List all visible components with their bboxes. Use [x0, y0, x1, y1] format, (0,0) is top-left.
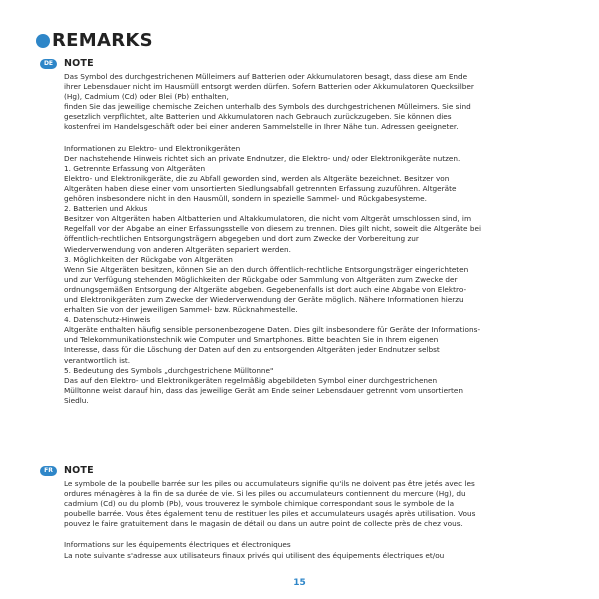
text-line: und Elektronikgeräten zum Zwecke der Wiederverwendung der Geräte möglich. Nähere Informationen hierzu — [64, 294, 464, 304]
note-body — [64, 72, 568, 406]
text-line: Besitzer von Altgeräten haben Altbatterien und Altakkumulatoren, die nicht vom Altgerät umschlossen sind, im — [64, 214, 472, 224]
page-heading — [36, 30, 153, 52]
text-line: 5. Bedeutung des Symbols „durchgestrichene Mülltonne" — [64, 365, 274, 375]
section-header — [40, 59, 568, 72]
page-number: 15 — [293, 578, 306, 588]
text-line: Le symbole de la poubelle barrée sur les piles ou accumulateurs signifie qu'ils ne doivent pas être jetés avec les — [64, 479, 475, 488]
text-line: gehören insbesondere nicht in den Hausmüll, sondern in spezielle Sammel- und Rückgabesysteme. — [64, 194, 427, 204]
section-header — [40, 466, 568, 479]
text-line: öffentlich-rechtlichen Entsorgungsträgern abgegeben und dort zum Zwecke der Vorbereitung zur — [64, 234, 419, 244]
text-line: 1. Getrennte Erfassung von Altgeräten — [64, 163, 206, 173]
section-fr — [40, 466, 568, 561]
language-badge-de: DE — [40, 59, 57, 69]
text-line: Interesse, dass für die Löschung der Daten auf den zu entsorgenden Altgeräten jeder Endnutzer selbst — [64, 345, 440, 355]
text-line: 3. Möglichkeiten der Rückgabe von Altgeräten — [64, 254, 233, 264]
text-line: ihrer Lebensdauer nicht im Hausmüll entsorgt werden dürfen. Sofern Batterien oder Akkumulatoren Quecksilber — [64, 82, 474, 92]
text-line: und Telekommunikationstechnik wie Computer und Smartphones. Bitte beachten Sie in Ihrem eigenen — [64, 335, 439, 345]
text-line: Altgeräten haben diese einer vom unsortierten Siedlungsabfall getrennten Erfassung zuzuführen. Altgeräte — [64, 183, 457, 193]
paragraph-spacer — [64, 133, 568, 144]
text-line: Siedlu. — [64, 395, 89, 405]
section-de — [40, 59, 568, 406]
text-line: 2. Batterien und Akkus — [64, 204, 148, 214]
text-line: Der nachstehende Hinweis richtet sich an private Endnutzer, die Elektro- und/ oder Elektronikgeräte nutzen. — [64, 153, 461, 163]
text-line: Wenn Sie Altgeräten besitzen, können Sie an den durch öffentlich-rechtliche Entsorgungsträger eingerichteten — [64, 264, 469, 274]
text-line: La note suivante s'adresse aux utilisateurs finaux privés qui utilisent des équipements électriques et/ou — [64, 550, 445, 560]
text-line: erhalten Sie von der jeweiligen Sammel- bzw. Rücknahmestelle. — [64, 305, 298, 315]
heading-title: REMARKS — [52, 30, 153, 51]
text-line: Wiederverwendung von anderen Altgeräten separiert werden. — [64, 244, 291, 254]
text-line: kostenfrei im Handelsgeschäft oder bei einer anderen Sammelstelle in Ihrer Nähe tun. Adressen geeigneter. — [64, 122, 459, 132]
text-line: poubelle barrée. Vous êtes également tenu de restituer les piles et accumulateurs usagés après utilisation. Vous — [64, 509, 476, 519]
note-title: NOTE — [64, 465, 94, 476]
text-line: Das auf den Elektro- und Elektronikgeräten regelmäßig abgebildeten Symbol einer durchgestrichenen — [64, 375, 438, 385]
text-line: Informations sur les équipements électriques et électroniques — [64, 540, 291, 550]
text-line: ordures ménagères à la fin de sa durée de vie. Si les piles ou accumulateurs contiennent du mercure (Hg), du — [64, 489, 466, 499]
text-line: ordnungsgemäßen Entsorgung der Altgeräte abgeben. Gegebenenfalls ist dort auch eine Abgabe von Elektro- — [64, 284, 467, 294]
text-line: Informationen zu Elektro- und Elektronikgeräten — [64, 143, 241, 153]
text-line: Altgeräte enthalten häufig sensible personenbezogene Daten. Dies gilt insbesondere für Geräte der Informations- — [64, 325, 481, 335]
bullet-dot-icon — [36, 34, 50, 48]
note-title: NOTE — [64, 58, 94, 69]
text-line: finden Sie das jeweilige chemische Zeichen unterhalb des Symbols des durchgestrichenen Mülleimers. Sie sind — [64, 102, 471, 112]
text-line: Mülltonne weist darauf hin, dass das jeweilige Gerät am Ende seiner Lebensdauer getrennt vom unsortierten — [64, 385, 464, 395]
language-badge-fr: FR — [40, 466, 57, 476]
text-line: Regelfall vor der Abgabe an einer Erfassungsstelle von diesem zu trennen. Dies gilt nicht, soweit die Altgeräte bei — [64, 224, 481, 234]
text-line: 4. Datenschutz-Hinweis — [64, 315, 151, 325]
note-body — [64, 479, 568, 561]
text-line: Elektro- und Elektronikgeräte, die zu Abfall geworden sind, werden als Altgeräte bezeichnet. Besitzer von — [64, 173, 450, 183]
text-line: gesetzlich verpflichtet, alte Batterien und Akkumulatoren nach Gebrauch zurückzugeben. Sie können dies — [64, 112, 452, 122]
text-line: und zur Verfügung stehenden Möglichkeiten der Rückgabe oder Sammlung von Altgeräten zum Zwecke der — [64, 274, 458, 284]
text-line: verantwortlich ist. — [64, 355, 131, 365]
text-line: cadmium (Cd) ou du plomb (Pb), vous trouverez le symbole chimique correspondant sous le symbole de la — [64, 499, 455, 509]
text-line: pouvez le faire gratuitement dans le magasin de détail ou dans un autre point de collecte près de chez vous. — [64, 519, 463, 529]
paragraph-spacer — [64, 529, 568, 540]
text-line: Das Symbol des durchgestrichenen Mülleimers auf Batterien oder Akkumulatoren besagt, dass diese am Ende — [64, 72, 468, 81]
text-line: (Hg), Cadmium (Cd) oder Blei (Pb) enthalten, — [64, 92, 229, 102]
